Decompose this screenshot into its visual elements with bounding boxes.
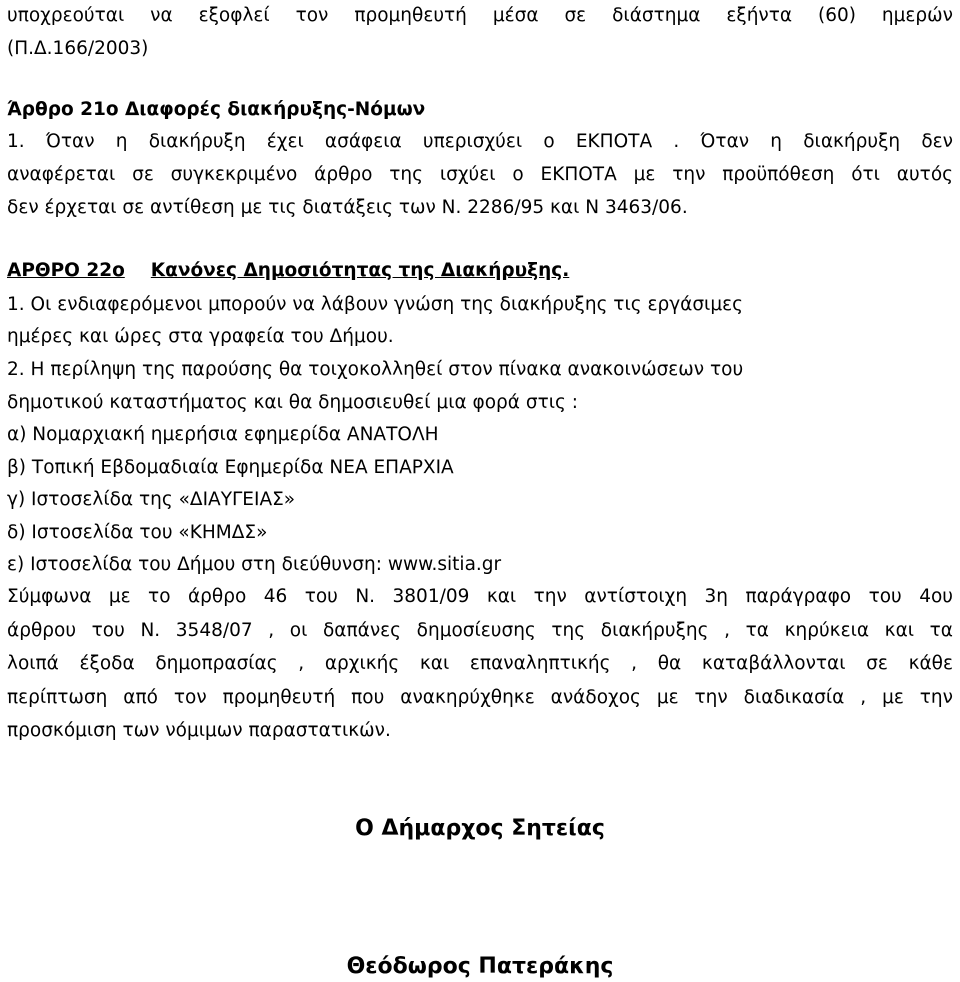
article-22-paragraph-line: ημέρες και ώρες στα γραφεία του Δήμου. (7, 326, 394, 347)
article-22-heading-number: ΑΡΘΡΟ 22ο (7, 260, 125, 281)
costs-paragraph-line: Σύμφωνα με το άρθρο 46 του Ν. 3801/09 και την αντίστοιχη 3η παράγραφο του 4ου (7, 586, 953, 607)
costs-paragraph-line: λοιπά έξοδα δημοπρασίας , αρχικής και επαναληπτικής , θα καταβάλλονται σε κάθε (7, 653, 953, 674)
publication-list-item: α) Νομαρχιακή ημερήσια εφημερίδα ΑΝΑΤΟΛΗ (7, 424, 439, 445)
publication-list-item: δ) Ιστοσελίδα του «ΚΗΜΔΣ» (7, 522, 268, 543)
publication-list-item: β) Τοπική Εβδομαδιαία Εφημερίδα ΝΕΑ ΕΠΑΡΧΙΑ (7, 457, 454, 478)
signature-name: Θεόδωρος Πατεράκης (346, 954, 614, 979)
article-22-paragraph-line: 1. Οι ενδιαφερόμενοι μπορούν να λάβουν γνώση της διακήρυξης τις εργάσιμες (7, 294, 743, 315)
article-21-line: δεν έρχεται σε αντίθεση με τις διατάξεις των Ν. 2286/95 και Ν 3463/06. (7, 197, 688, 218)
article-22-heading-title: Κανόνες Δημοσιότητας της Διακήρυξης. (150, 260, 570, 281)
costs-paragraph-line: περίπτωση από τον προμηθευτή που ανακηρύχθηκε ανάδοχος με την διαδικασία , με την (7, 687, 953, 708)
costs-paragraph-line: προσκόμιση των νόμιμων παραστατικών. (7, 720, 391, 741)
document-page (7, 0, 953, 980)
signature-role: Ο Δήμαρχος Σητείας (355, 816, 605, 841)
publication-list-item: ε) Ιστοσελίδα του Δήμου στη διεύθυνση: www.sitia.gr (7, 554, 502, 575)
article-22-paragraph-line: 2. Η περίληψη της παρούσης θα τοιχοκολληθεί στον πίνακα ανακοινώσεων του (7, 359, 744, 380)
article-22-paragraph-line: δημοτικού καταστήματος και θα δημοσιευθεί μια φορά στις : (7, 392, 578, 413)
article-21-line: αναφέρεται σε συγκεκριμένο άρθρο της ισχύει ο ΕΚΠΟΤΑ με την προϋπόθεση ότι αυτός (7, 164, 953, 185)
publication-list-item: γ) Ιστοσελίδα της «ΔΙΑΥΓΕΙΑΣ» (7, 489, 296, 510)
costs-paragraph-line: άρθρου του Ν. 3548/07 , οι δαπάνες δημοσίευσης της διακήρυξης , τα κηρύκεια και τα (7, 620, 953, 641)
top-paragraph-line: υποχρεούται να εξοφλεί τον προμηθευτή μέσα σε διάστημα εξήντα (60) ημερών (7, 5, 953, 26)
article-21-line: 1. Όταν η διακήρυξη έχει ασάφεια υπερισχύει ο ΕΚΠΟΤΑ . Όταν η διακήρυξη δεν (7, 131, 953, 152)
article-21-heading: Άρθρο 21ο Διαφορές διακήρυξης-Νόμων (7, 99, 426, 120)
article-22-heading (7, 258, 569, 284)
top-paragraph-line: (Π.Δ.166/2003) (7, 38, 149, 59)
